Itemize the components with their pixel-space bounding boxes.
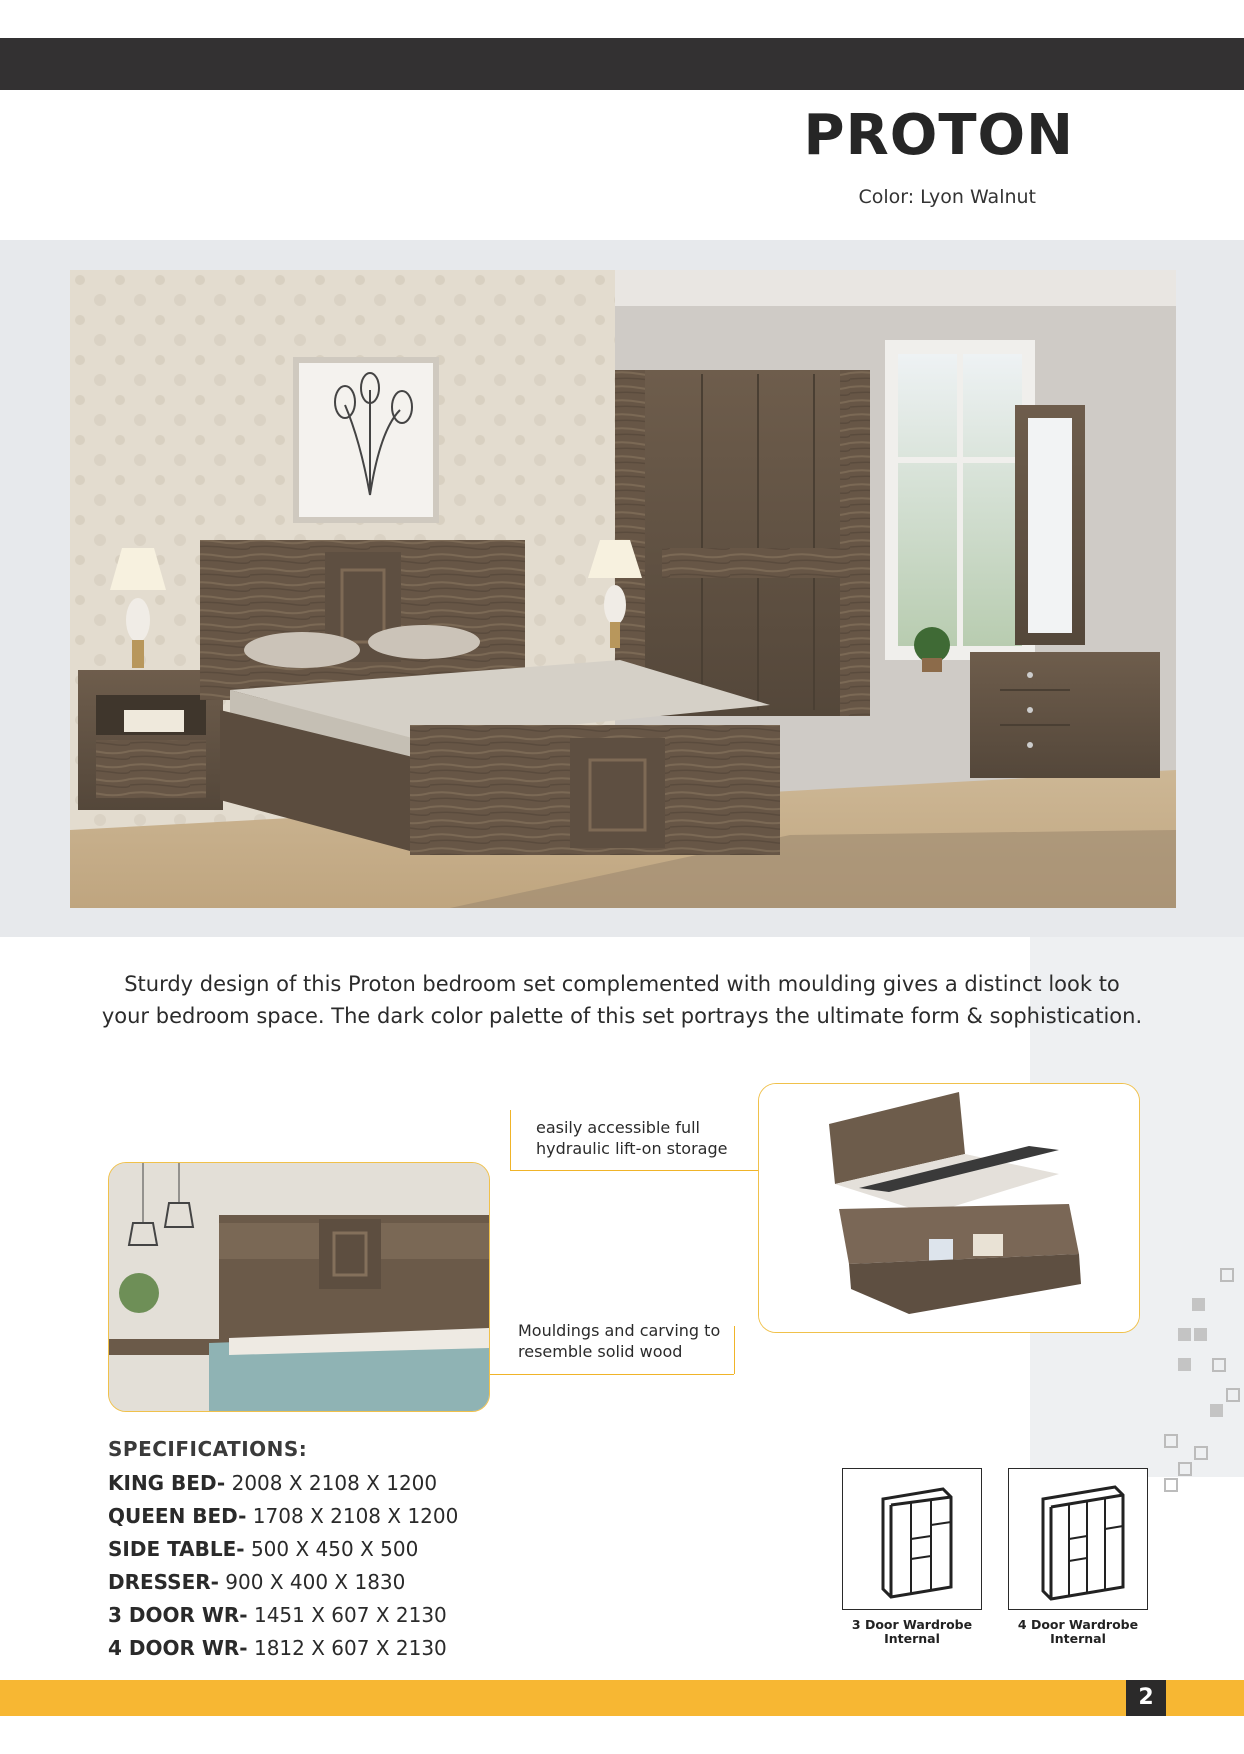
moulding-callout-line-h [488,1374,734,1375]
spec-value: 2008 X 2108 X 1200 [225,1471,438,1495]
product-description: Sturdy design of this Proton bedroom set complemented with moulding gives a distinct look to your bedroom space. The dark color palette of this set portrays the ultimate form & sophistication. [101,972,1143,1028]
decor-square [1194,1446,1208,1460]
headboard-detail-image [108,1162,490,1412]
spec-value: 1812 X 607 X 2130 [247,1636,447,1660]
spec-label: 3 DOOR WR- [108,1603,248,1627]
spec-label: SIDE TABLE- [108,1537,245,1561]
page-number: 2 [1126,1680,1166,1716]
moulding-callout-line [734,1326,735,1374]
decor-square [1212,1358,1226,1372]
spec-label: KING BED- [108,1471,226,1495]
spec-4-door-wardrobe [108,1636,447,1660]
4-door-wardrobe-diagram [1008,1468,1148,1610]
wardrobe-3-door-icon [843,1469,981,1609]
spec-queen-bed [108,1504,458,1528]
spec-value: 1708 X 2108 X 1200 [246,1504,459,1528]
decor-square [1192,1298,1205,1311]
bedroom-hero-image [70,270,1176,908]
decor-square [1178,1328,1191,1341]
decor-square [1178,1462,1192,1476]
wardrobe-4-door-icon [1009,1469,1147,1609]
decor-square [1210,1404,1223,1417]
decor-square [1178,1358,1191,1371]
spec-label: QUEEN BED- [108,1504,247,1528]
decor-square [1220,1268,1234,1282]
spec-value: 1451 X 607 X 2130 [247,1603,447,1627]
spec-dresser [108,1570,405,1594]
product-title: PROTON [803,103,1074,168]
spec-king-bed [108,1471,437,1495]
storage-callout-line-h [510,1170,758,1171]
storage-callout-text: easily accessible full hydraulic lift-on storage [536,1118,728,1158]
specifications-title: SPECIFICATIONS: [108,1437,308,1461]
spec-label: DRESSER- [108,1570,219,1594]
storage-bed-image [758,1083,1140,1333]
storage-callout-line [510,1110,511,1170]
decor-square [1164,1434,1178,1448]
spec-3-door-wardrobe [108,1603,447,1627]
4-door-wardrobe-label: 4 Door Wardrobe Internal [1017,1617,1139,1646]
spec-label: 4 DOOR WR- [108,1636,248,1660]
decor-square [1164,1478,1178,1492]
spec-value: 500 X 450 X 500 [244,1537,419,1561]
decor-square [1226,1388,1240,1402]
3-door-wardrobe-label: 3 Door Wardrobe Internal [851,1617,973,1646]
moulding-callout-text: Mouldings and carving to resemble solid wood [518,1321,721,1361]
bottom-accent-bar [0,1680,1244,1716]
decor-square [1194,1328,1207,1341]
spec-side-table [108,1537,418,1561]
color-label: Color: Lyon Walnut [858,186,1036,208]
3-door-wardrobe-diagram [842,1468,982,1610]
spec-value: 900 X 400 X 1830 [218,1570,406,1594]
top-bar [0,38,1244,90]
